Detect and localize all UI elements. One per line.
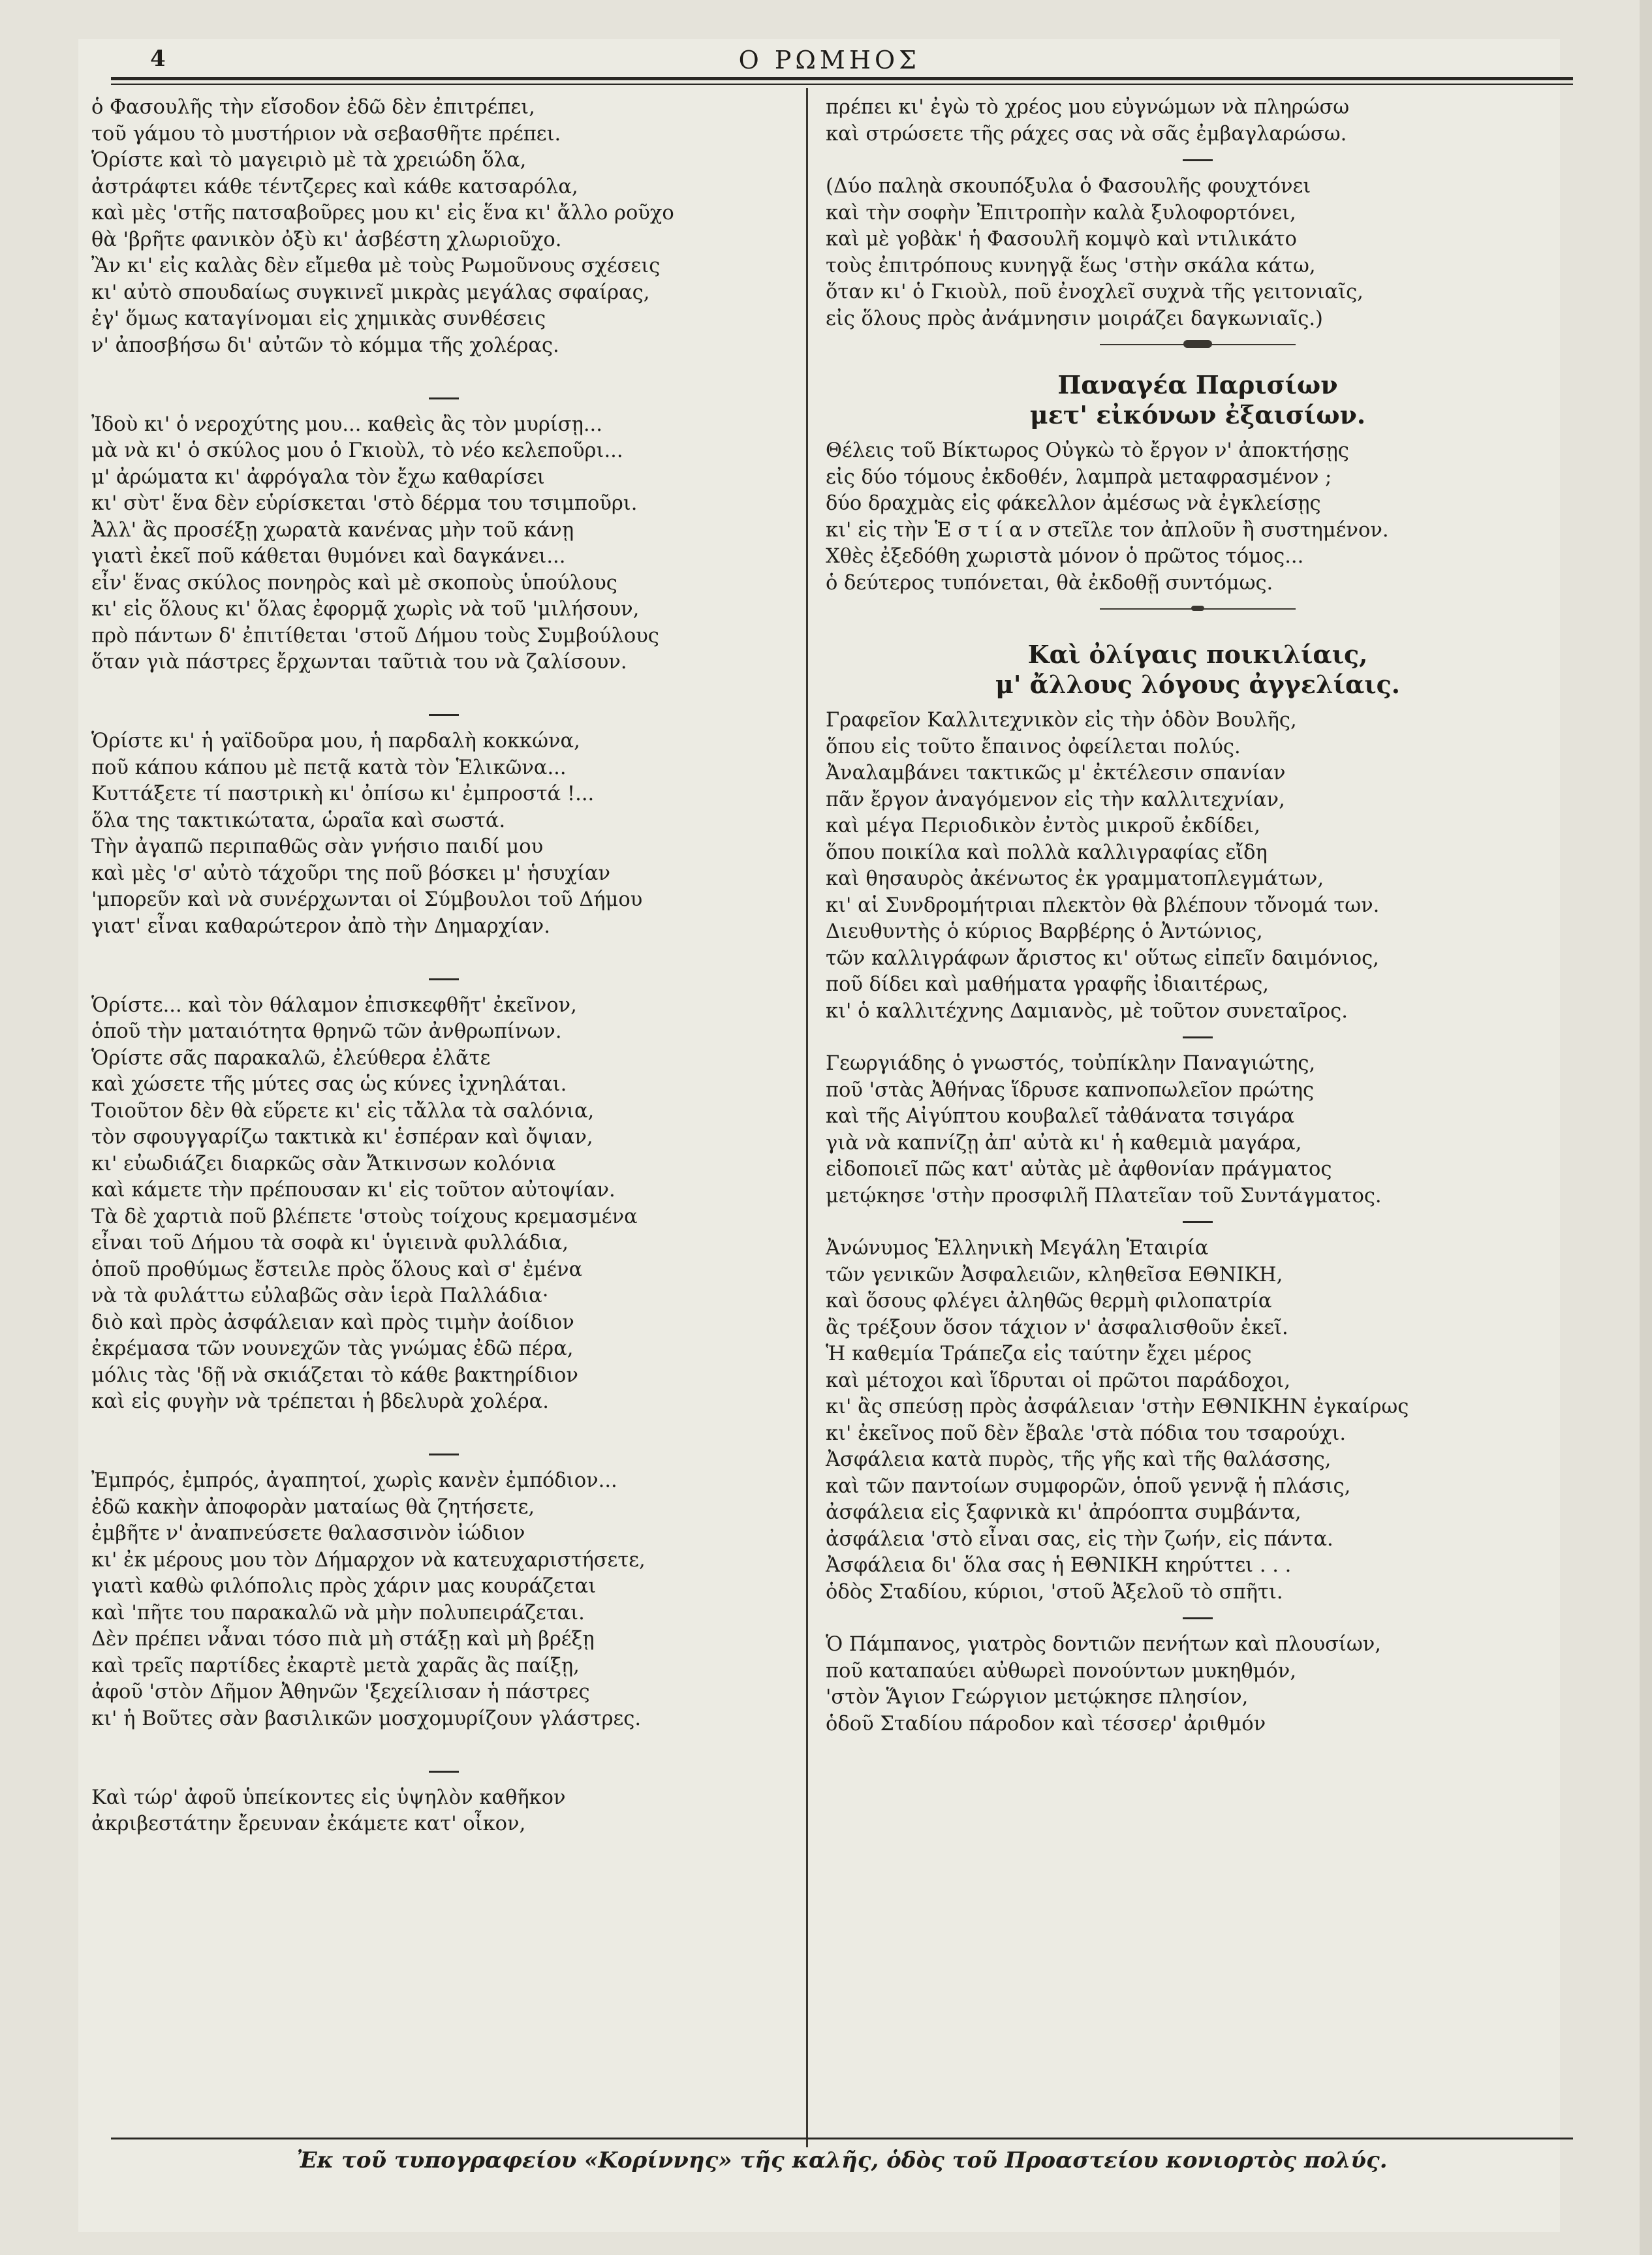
verse-line: μ' ἀρώματα κι' ἀφρόγαλα τὸν ἔχω καθαρίσει bbox=[91, 465, 545, 489]
verse-line: Θέλεις τοῦ Βίκτωρος Οὐγκὼ τὸ ἔργον ν' ἀποκτήσῃς bbox=[826, 439, 1349, 462]
dentist-advert bbox=[826, 1632, 1570, 1737]
verse-line: καὶ χώσετε τῆς μύτες σας ὡς κύνες ἰχνηλάται. bbox=[91, 1073, 567, 1096]
header-rule bbox=[111, 77, 1573, 80]
verse-line: καὶ μὲ γοβὰκ' ἡ Φασουλῆ κομψὸ καὶ ντιλικάτο bbox=[826, 228, 1297, 251]
stage-note bbox=[826, 174, 1570, 332]
verse-line: κι' ὁ καλλιτέχνης Δαμιανὸς, μὲ τοῦτον συνεταῖρος. bbox=[826, 999, 1348, 1023]
page-number: 4 bbox=[150, 46, 166, 72]
ornament-divider bbox=[826, 332, 1570, 358]
headline-ads: Καὶ ὀλίγαις ποικιλίαις, bbox=[1027, 640, 1368, 669]
verse-line: γιὰ νὰ καπνίζῃ ἀπ' αὐτὰ κι' ἡ καθεμιὰ μαγάρα, bbox=[826, 1131, 1302, 1155]
verse-line: καὶ τὴν σοφὴν Ἐπιτροπὴν καλὰ ξυλοφορτόνει, bbox=[826, 201, 1296, 225]
verse-line: ἀκριβεστάτην ἔρευναν ἐκάμετε κατ' οἶκον, bbox=[91, 1812, 526, 1835]
ornament-divider bbox=[826, 597, 1570, 623]
verse-line: πρὸ πάντων δ' ἐπιτίθεται 'στοῦ Δήμου τοὺς Συμβούλους bbox=[91, 624, 659, 647]
headline-paris-sub: μετ' εἰκόνων ἐξαισίων. bbox=[1029, 400, 1366, 429]
verse-line: Τὰ δὲ χαρτιὰ ποῦ βλέπετε 'στοὺς τοίχους κρεμασμένα bbox=[91, 1205, 638, 1228]
book-advert bbox=[826, 438, 1570, 597]
verse-line: νὰ τὰ φυλάττω εὐλαβῶς σὰν ἱερὰ Παλλάδια· bbox=[91, 1284, 549, 1307]
stanza-gap bbox=[91, 940, 796, 967]
verse-line: ὁδὸς Σταδίου, κύριοι, 'στοῦ Ἀξελοῦ τὸ σπῆτι. bbox=[826, 1580, 1283, 1604]
verse-line: μόλις τὰς 'δῇ νὰ σκιάζεται τὸ κάθε βακτηρίδιον bbox=[91, 1363, 578, 1387]
stanza-gap bbox=[91, 676, 796, 703]
verse-line: κι' εἰς τὴν Ἑ σ τ ί α ν στεῖλε τον ἀπλοῦν ἢ συστημένον. bbox=[826, 518, 1389, 542]
verse-line: εἰς δύο τόμους ἐκδοθέν, λαμπρὰ μεταφρασμένον ; bbox=[826, 465, 1332, 489]
verse-line: Ὁρίστε σᾶς παρακαλῶ, ἐλεύθερα ἐλᾶτε bbox=[91, 1046, 491, 1070]
verse-line: κι' ἡ Βοῦτες σὰν βασιλικῶν μοσχομυρίζουν γλάστρες. bbox=[91, 1707, 642, 1730]
verse-line: κι' ἂς σπεύσῃ πρὸς ἀσφάλειαν 'στὴν ΕΘΝΙΚΗΝ ἐγκαίρως bbox=[826, 1395, 1409, 1418]
stanza-dash bbox=[429, 978, 459, 980]
headline-ads-sub: μ' ἄλλους λόγους ἀγγελίαις. bbox=[995, 670, 1400, 699]
footer-rule bbox=[111, 2138, 1573, 2139]
page-header bbox=[111, 40, 1573, 80]
adjacent-page-edge bbox=[1640, 0, 1652, 2255]
headline-paris: Παναγέα Παρισίων bbox=[1057, 370, 1338, 399]
verse-line: τοῦ γάμου τὸ μυστήριον νὰ σεβασθῆτε πρέπει. bbox=[91, 122, 561, 146]
verse-line: Γραφεῖον Καλλιτεχνικὸν εἰς τὴν ὁδὸν Βουλῆς, bbox=[826, 709, 1297, 732]
verse-line: Ἰδοὺ κι' ὁ νεροχύτης μου... καθεὶς ἂς τὸν μυρίσῃ... bbox=[91, 412, 602, 436]
verse-line: ὅλα της τακτικώτατα, ὡραῖα καὶ σωστά. bbox=[91, 809, 506, 832]
verse-line: ὁ δεύτερος τυπόνεται, θὰ ἐκδοθῇ συντόμως. bbox=[826, 571, 1273, 595]
verse-line: Ὁρίστε κι' ἡ γαϊδοῦρα μου, ἡ παρδαλὴ κοκκώνα, bbox=[91, 730, 580, 753]
verse-line: ὁ Φασουλῆς τὴν εἴσοδον ἐδῶ δὲν ἐπιτρέπει, bbox=[91, 96, 535, 119]
verse-line: Καὶ τώρ' ἀφοῦ ὑπείκοντες εἰς ὑψηλὸν καθῆκον bbox=[91, 1786, 566, 1809]
verse-line: ποῦ καταπαύει αὐθωρεὶ πονούντων μυκηθμόν, bbox=[826, 1659, 1297, 1683]
verse-line: ἀφοῦ 'στὸν Δῆμον Ἀθηνῶν 'ξεχείλισαν ἡ πάστρες bbox=[91, 1681, 590, 1703]
header-rule-thin bbox=[111, 84, 1573, 85]
printer-imprint: Ἐκ τοῦ τυπογραφείου «Κορίννης» τῆς καλῆς, ὁδὸς τοῦ Προαστείου κονιορτὸς πολύς. bbox=[296, 2147, 1388, 2173]
verse-line: καὶ εἰς φυγὴν νὰ τρέπεται ἡ βδελυρὰ χολέρα. bbox=[91, 1390, 549, 1413]
verse-line: ἐκρέμασα τῶν νουνεχῶν τὰς γνώμας ἐδῶ πέρα, bbox=[91, 1337, 574, 1360]
verse-line: Ἂν κι' εἰς καλὰς δὲν εἴμεθα μὲ τοὺς Ρωμοῦνους σχέσεις bbox=[91, 255, 661, 277]
verse-line: Ἐμπρός, ἐμπρός, ἀγαπητοί, χωρὶς κανὲν ἐμπόδιον... bbox=[91, 1469, 617, 1492]
verse-line: καὶ μέγα Περιοδικὸν ἐντὸς μικροῦ ἐκδίδει, bbox=[826, 815, 1260, 837]
verse-line: ν' ἀποσβήσω δι' αὐτῶν τὸ κόμμα τῆς χολέρας. bbox=[91, 334, 559, 357]
intro-verses bbox=[826, 95, 1570, 148]
verse-line: ἀσφάλεια 'στὸ εἶναι σας, εἰς τὴν ζωήν, εἰς πάντα. bbox=[826, 1527, 1333, 1551]
verse-line: κι' εἰς ὅλους κι' ὅλας ἐφορμᾷ χωρὶς νὰ τοῦ 'μιλήσουν, bbox=[91, 598, 640, 621]
verse-line: Κυττάξετε τί παστρικὴ κι' ὀπίσω κι' ἐμπροστά !... bbox=[91, 783, 595, 805]
verse-line: εἶν' ἕνας σκύλος πονηρὸς καὶ μὲ σκοποὺς ὑπούλους bbox=[91, 571, 617, 595]
section-dash bbox=[1183, 1617, 1213, 1619]
verse-line: καὶ κάμετε τὴν πρέπουσαν κι' εἰς τοῦτον αὐτοψίαν. bbox=[91, 1179, 616, 1202]
verse-line: ὅπου εἰς τοῦτο ἔπαινος ὀφείλεται πολύς. bbox=[826, 735, 1241, 758]
verse-line: Χθὲς ἐξεδόθη χωριστὰ μόνον ὁ πρῶτος τόμος... bbox=[826, 545, 1304, 568]
section-dash bbox=[1183, 1036, 1213, 1038]
verse-line: 'στὸν Ἅγιον Γεώργιον μετῴκησε πλησίον, bbox=[826, 1686, 1249, 1709]
verse-line: Ἀσφάλεια δι' ὅλα σας ἡ ΕΘΝΙΚΗ κηρύττει . . . bbox=[826, 1554, 1292, 1577]
verse-line: Ἡ καθεμία Τράπεζα εἰς ταύτην ἔχει μέρος bbox=[826, 1343, 1252, 1365]
verse-line: ἂς τρέξουν ὅσον τάχιον ν' ἀσφαλισθοῦν ἐκεῖ. bbox=[826, 1316, 1288, 1339]
verse-line: γιατὶ καθὼ φιλόπολις πρὸς χάριν μας κουράζεται bbox=[91, 1575, 597, 1598]
verse-line: ποῦ δίδει καὶ μαθήματα γραφῆς ἰδιαιτέρως, bbox=[826, 973, 1269, 996]
stanza-dash bbox=[429, 1771, 459, 1773]
left-column bbox=[91, 95, 796, 1838]
verse-line: μετῴκησε 'στὴν προσφιλῆ Πλατεῖαν τοῦ Συντάγματος. bbox=[826, 1184, 1382, 1207]
verse-line: Τὴν ἀγαπῶ περιπαθῶς σὰν γνήσιο παιδί μου bbox=[91, 835, 544, 858]
verse-line: Δὲν πρέπει νἆναι τόσο πιὰ μὴ στάξῃ καὶ μὴ βρέξῃ bbox=[91, 1628, 595, 1651]
stanza-dash bbox=[429, 397, 459, 399]
verse-line: ὁποῦ προθύμως ἔστειλε πρὸς ὅλους καὶ σ' ἐμένα bbox=[91, 1258, 583, 1281]
verse-line: ἐμβῆτε ν' ἀναπνεύσετε θαλασσινὸν ἰώδιον bbox=[91, 1522, 525, 1545]
verse-line: εἰδοποιεῖ πῶς κατ' αὐτὰς μὲ ἀφθονίαν πράγματος bbox=[826, 1158, 1332, 1181]
verse-line: (Δύο παληὰ σκουπόξυλα ὁ Φασουλῆς φουχτόνει bbox=[826, 175, 1311, 198]
stanza-gap bbox=[91, 359, 796, 386]
verse-line: εἶναι τοῦ Δήμου τὰ σοφὰ κι' ὑγιεινὰ φυλλάδια, bbox=[91, 1232, 569, 1254]
verse-line: κι' αἱ Συνδρομήτριαι πλεκτὸν θὰ βλέπουν τὄνομά των. bbox=[826, 894, 1380, 917]
verse-line: ποῦ 'στὰς Ἀθήνας ἵδρυσε καπνοπωλεῖον πρώτης bbox=[826, 1078, 1315, 1102]
verse-line: δύο δραχμὰς εἰς φάκελλον ἀμέσως νὰ ἐγκλείσῃς bbox=[826, 492, 1321, 515]
verse-line: γιατὶ ἐκεῖ ποῦ κάθεται θυμόνει καὶ δαγκάνει... bbox=[91, 545, 566, 568]
verse-line: καὶ τῶν παντοίων συμφορῶν, ὁποῦ γεννᾷ ἡ πλάσις, bbox=[826, 1474, 1351, 1498]
stanza-dash bbox=[429, 714, 459, 716]
calligraphy-advert bbox=[826, 708, 1570, 1025]
verse-line: Ἀνώνυμος Ἑλληνικὴ Μεγάλη Ἑταιρία bbox=[826, 1237, 1209, 1260]
verse-line: τῶν γενικῶν Ἀσφαλειῶν, κληθεῖσα ΕΘΝΙΚΗ, bbox=[826, 1263, 1283, 1286]
verse-line: Ἀσφάλεια κατὰ πυρὸς, τῆς γῆς καὶ τῆς θαλάσσης, bbox=[826, 1448, 1332, 1471]
verse-line: κι' ἐκ μέρους μου τὸν Δήμαρχον νὰ κατευχαριστήσετε, bbox=[91, 1548, 646, 1572]
verse-line: Ὁρίστε καὶ τὸ μαγειριὸ μὲ τὰ χρειώδη ὅλα, bbox=[91, 149, 527, 172]
right-column bbox=[826, 95, 1570, 1737]
verse-line: ποῦ κάπου κάπου μὲ πετᾷ κατὰ τὸν Ἑλικῶνα... bbox=[91, 756, 567, 779]
verse-line: καὶ στρώσετε τῆς ράχες σας νὰ σᾶς ἐμβαγλαρώσω. bbox=[826, 122, 1347, 146]
verse-line: μὰ νὰ κι' ὁ σκύλος μου ὁ Γκιοὺλ, τὸ νέο κελεποῦρι... bbox=[91, 439, 623, 462]
verse-line: θὰ 'βρῆτε φανικὸν ὀξὺ κι' ἀσβέστη χλωριοῦχο. bbox=[91, 228, 562, 251]
insurance-advert bbox=[826, 1236, 1570, 1606]
verse-line: πρέπει κι' ἐγὼ τὸ χρέος μου εὐγνώμων νὰ πληρώσω bbox=[826, 96, 1350, 119]
verse-line: καὶ 'πῆτε του παρακαλῶ νὰ μὴν πολυπειράζεται. bbox=[91, 1601, 585, 1625]
verse-line: καὶ θησαυρὸς ἀκένωτος ἐκ γραμματοπλεγμάτων, bbox=[826, 867, 1324, 890]
verse-line: τὸν σφουγγαρίζω τακτικὰ κι' ἑσπέραν καὶ ὄψιαν, bbox=[91, 1126, 593, 1149]
verse-line: καὶ τῆς Αἰγύπτου κουβαλεῖ τἀθάνατα τσιγάρα bbox=[826, 1105, 1295, 1128]
verse-line: καὶ μὲς 'στῆς πατσαβοῦρες μου κι' εἰς ἕνα κι' ἄλλο ροῦχο bbox=[91, 202, 674, 225]
verse-line: διὸ καὶ πρὸς ἀσφάλειαν καὶ πρὸς τιμὴν ἀοίδιον bbox=[91, 1311, 574, 1334]
verse-line: ὅταν γιὰ πάστρες ἔρχωνται ταῦτιὰ του νὰ ζαλίσουν. bbox=[91, 651, 627, 674]
column-divider bbox=[806, 88, 808, 2147]
verse-line: Τοιοῦτον δὲν θὰ εὕρετε κι' εἰς τἄλλα τὰ σαλόνια, bbox=[91, 1099, 595, 1123]
verse-line: Διευθυντὴς ὁ κύριος Βαρβέρης ὁ Ἀντώνιος, bbox=[826, 920, 1263, 943]
verse-line: ἀστράφτει κάθε τέντζερες καὶ κάθε κατσαρόλα, bbox=[91, 175, 578, 198]
verse-line: Ἀναλαμβάνει τακτικῶς μ' ἐκτέλεσιν σπανίαν bbox=[826, 762, 1286, 785]
verse-line: Γεωργιάδης ὁ γνωστός, τοὐπίκλην Παναγιώτης, bbox=[826, 1052, 1316, 1075]
verse-line: ὅπου ποικίλα καὶ πολλὰ καλλιγραφίας εἴδη bbox=[826, 841, 1268, 864]
verse-line: ὁδοῦ Σταδίου πάροδον καὶ τέσσερ' ἀριθμόν bbox=[826, 1712, 1266, 1735]
verse-line: καὶ μέτοχοι καὶ ἵδρυται οἱ πρῶτοι παράδοχοι, bbox=[826, 1369, 1291, 1392]
stanza-gap bbox=[91, 1416, 796, 1442]
verse-line: καὶ τρεῖς παρτίδες ἐκαρτὲ μετὰ χαρᾶς ἂς παίξῃ, bbox=[91, 1654, 580, 1677]
verse-line: κι' σὺτ' ἕνα δὲν εὑρίσκεται 'στὸ δέρμα του τσιμποῦρι. bbox=[91, 492, 638, 515]
verse-line: ὅταν κι' ὁ Γκιοὺλ, ποῦ ἐνοχλεῖ συχνὰ τῆς γειτονιαῖς, bbox=[826, 281, 1364, 303]
verse-line: Ὁ Πάμπανος, γιατρὸς δοντιῶν πενήτων καὶ πλουσίων, bbox=[826, 1633, 1381, 1656]
stanza-gap bbox=[91, 1732, 796, 1759]
verse-line: εἰς ὅλους πρὸς ἀνάμνησιν μοιράζει δαγκωνιαῖς.) bbox=[826, 307, 1323, 330]
verse-line: γιατ' εἶναι καθαρώτερον ἀπὸ τὴν Δημαρχίαν. bbox=[91, 914, 550, 938]
tobacco-advert bbox=[826, 1051, 1570, 1209]
newspaper-title: Ο ΡΩΜΗΟΣ bbox=[738, 46, 920, 74]
section-dash bbox=[1183, 1221, 1213, 1223]
verse-line: κι' αὐτὸ σπουδαίως συγκινεῖ μικρὰς μεγάλας σφαίρας, bbox=[91, 281, 650, 304]
verse-line: κι' εὐωδιάζει διαρκῶς σὰν Ἄτκινσων κολόνια bbox=[91, 1152, 556, 1175]
verse-line: Ὁρίστε... καὶ τὸν θάλαμον ἐπισκεφθῆτ' ἐκεῖνον, bbox=[91, 993, 577, 1017]
verse-line: πᾶν ἔργον ἀναγόμενον εἰς τὴν καλλιτεχνίαν, bbox=[826, 788, 1285, 811]
verse-line: ὁποῦ τὴν ματαιότητα θρηνῶ τῶν ἀνθρωπίνων. bbox=[91, 1020, 562, 1043]
verse-line: ἐγ' ὅμως καταγίνομαι εἰς χημικὰς συνθέσεις bbox=[91, 307, 546, 330]
stanza-dash bbox=[429, 1454, 459, 1455]
verse-line: τοὺς ἐπιτρόπους κυνηγᾷ ἕως 'στὴν σκάλα κάτω, bbox=[826, 254, 1316, 277]
verse-line: καὶ ὅσους φλέγει ἀληθῶς θερμὴ φιλοπατρία bbox=[826, 1290, 1272, 1313]
verse-line: Ἀλλ' ἂς προσέξῃ χωρατὰ κανένας μὴν τοῦ κάνῃ bbox=[91, 518, 574, 542]
verse-line: τῶν καλλιγράφων ἄριστος κι' οὕτως εἰπεῖν δαιμόνιος, bbox=[826, 946, 1379, 970]
verse-line: κι' ἐκεῖνος ποῦ δὲν ἔβαλε 'στὰ πόδια του τσαρούχι. bbox=[826, 1422, 1347, 1445]
verse-line: 'μπορεῦν καὶ νὰ συνέρχωνται οἱ Σύμβουλοι τοῦ Δήμου bbox=[91, 888, 643, 911]
section-dash bbox=[1183, 159, 1213, 161]
verse-line: καὶ μὲς 'σ' αὐτὸ τάχοῦρι της ποῦ βόσκει μ' ἡσυχίαν bbox=[91, 862, 611, 885]
verse-line: ἐδῶ κακὴν ἀποφορὰν ματαίως θὰ ζητήσετε, bbox=[91, 1495, 535, 1519]
verse-line: ἀσφάλεια εἰς ξαφνικὰ κι' ἀπρόοπτα συμβάντα, bbox=[826, 1501, 1301, 1524]
